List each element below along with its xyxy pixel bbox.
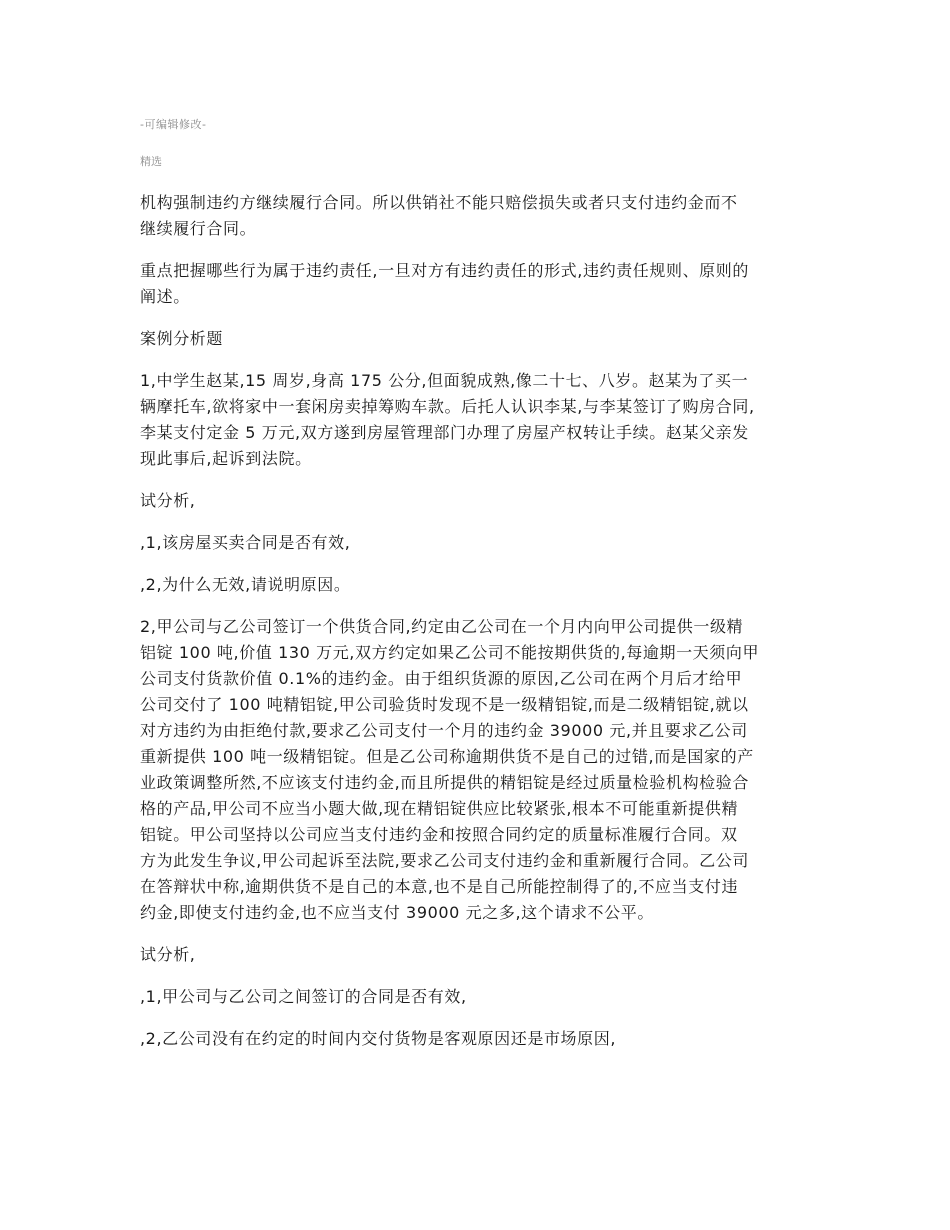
text-line: ,1,该房屋买卖合同是否有效, — [140, 533, 351, 552]
header-tag: 精选 — [140, 155, 162, 168]
text-line: 继续履行合同。 — [140, 219, 257, 238]
text-line: 重新提供 100 吨一级精铝锭。但是乙公司称逾期供货不是自己的过错,而是国家的产 — [140, 747, 754, 766]
text-line: 试分析, — [140, 945, 196, 964]
prompt-line — [140, 942, 812, 968]
question-line — [140, 984, 812, 1010]
text-line: 在答辩状中称,逾期供货不是自己的本意,也不是自己所能控制得了的,不应当支付违 — [140, 877, 739, 896]
header-note: -可编辑修改- — [140, 118, 207, 131]
case-paragraph — [140, 368, 812, 472]
text-line: 李某支付定金 5 万元,双方遂到房屋管理部门办理了房屋产权转让手续。赵某父亲发 — [140, 423, 749, 442]
text-line: 约金,即使支付违约金,也不应当支付 39000 元之多,这个请求不公平。 — [140, 903, 654, 922]
question-line — [140, 572, 812, 598]
question-line — [140, 1026, 812, 1052]
text-line: 公司交付了 100 吨精铝锭,甲公司验货时发现不是一级精铝锭,而是二级精铝锭,就以 — [140, 695, 749, 714]
section-heading — [140, 326, 812, 352]
paragraph — [140, 258, 812, 310]
text-line: 案例分析题 — [140, 329, 224, 348]
text-line: ,1,甲公司与乙公司之间签订的合同是否有效, — [140, 987, 467, 1006]
text-line: 现此事后,起诉到法院。 — [140, 449, 312, 468]
text-line: ,2,为什么无效,请说明原因。 — [140, 575, 351, 594]
text-line: ,2,乙公司没有在约定的时间内交付货物是客观原因还是市场原因, — [140, 1029, 617, 1048]
text-line: 公司支付货款价值 0.1%的违约金。由于组织货源的原因,乙公司在两个月后才给甲 — [140, 669, 743, 688]
text-line: 重点把握哪些行为属于违约责任,一旦对方有违约责任的形式,违约责任规则、原则的 — [140, 261, 749, 280]
text-line: 对方违约为由拒绝付款,要求乙公司支付一个月的违约金 39000 元,并且要求乙公司 — [140, 721, 748, 740]
text-line: 辆摩托车,欲将家中一套闲房卖掉筹购车款。后托人认识李某,与李某签订了购房合同, — [140, 397, 755, 416]
text-line: 方为此发生争议,甲公司起诉至法院,要求乙公司支付违约金和重新履行合同。乙公司 — [140, 851, 749, 870]
text-line: 格的产品,甲公司不应当小题大做,现在精铝锭供应比较紧张,根本不可能重新提供精 — [140, 799, 739, 818]
text-line: 试分析, — [140, 491, 196, 510]
question-line — [140, 530, 812, 556]
paragraph — [140, 190, 812, 242]
text-line: 铝锭 100 吨,价值 130 万元,双方约定如果乙公司不能按期供货的,每逾期一天须向甲 — [140, 643, 760, 662]
document-body — [140, 190, 812, 1068]
prompt-line — [140, 488, 812, 514]
case-paragraph — [140, 614, 812, 926]
text-line: 机构强制违约方继续履行合同。所以供销社不能只赔偿损失或者只支付违约金而不 — [140, 193, 738, 212]
text-line: 阐述。 — [140, 287, 190, 306]
text-line: 1,中学生赵某,15 周岁,身高 175 公分,但面貌成熟,像二十七、八岁。赵某为了买一 — [140, 371, 749, 390]
text-line: 业政策调整所然,不应该支付违约金,而且所提供的精铝锭是经过质量检验机构检验合 — [140, 773, 749, 792]
text-line: 2,甲公司与乙公司签订一个供货合同,约定由乙公司在一个月内向甲公司提供一级精 — [140, 617, 744, 636]
text-line: 铝锭。甲公司坚持以公司应当支付违约金和按照合同约定的质量标准履行合同。双 — [140, 825, 738, 844]
